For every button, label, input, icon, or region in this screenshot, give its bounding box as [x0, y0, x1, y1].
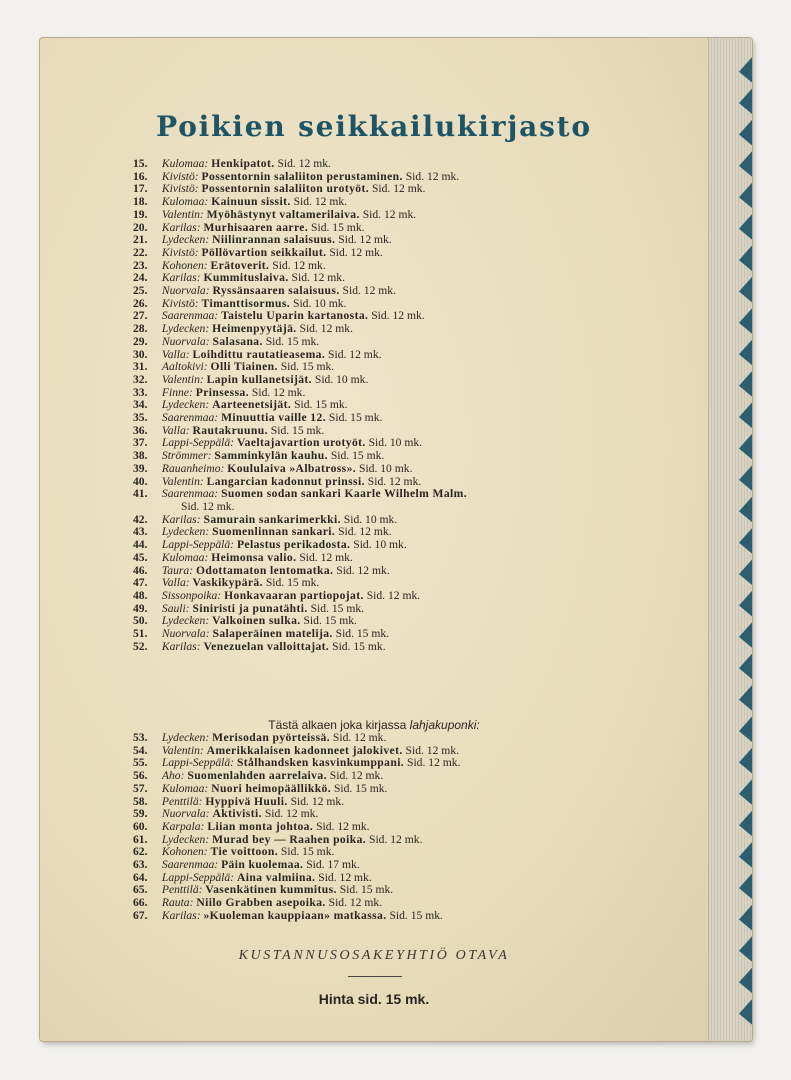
- book-number: 30.: [133, 347, 148, 361]
- book-number: 55.: [133, 756, 148, 770]
- book-author: Kulomaa:: [161, 781, 209, 795]
- book-number: 34.: [133, 398, 148, 412]
- book-title: Aina valmiina.: [236, 870, 316, 884]
- book-number: 21.: [133, 233, 148, 247]
- book-price: Sid. 10 mk.: [368, 436, 423, 450]
- book-number: 37.: [133, 436, 148, 450]
- book-author: Saarenmaa:: [161, 858, 219, 872]
- scallop-tooth: [739, 339, 752, 366]
- book-author: Karpala:: [161, 819, 205, 833]
- book-title: Langarcian kadonnut prinssi.: [206, 474, 365, 488]
- book-title: Kummituslaiva.: [203, 271, 289, 285]
- book-price: Sid. 12 mk.: [328, 896, 383, 910]
- book-title: »Kuoleman kauppiaan» matkassa.: [203, 908, 387, 922]
- book-author: Lappi-Seppälä:: [161, 436, 235, 450]
- book-price: Sid. 15 mk.: [280, 845, 335, 859]
- book-title: Possentornin salaliiton perustaminen.: [201, 169, 403, 183]
- series-title: Poikien seikkailukirjasto: [156, 110, 592, 143]
- scallop-tooth: [739, 370, 752, 397]
- book-number: 33.: [133, 385, 148, 399]
- book-author: Kulomaa:: [161, 195, 209, 209]
- book-number: 26.: [133, 296, 148, 310]
- book-price: Sid. 15 mk.: [328, 411, 383, 425]
- scallop-tooth: [739, 307, 752, 334]
- book-author: Valla:: [161, 347, 190, 361]
- book-list-part-2: [133, 732, 460, 923]
- book-title: Heimonsa valio.: [211, 550, 297, 564]
- book-number: 39.: [133, 461, 148, 475]
- book-price: Sid. 12 mk.: [299, 550, 353, 564]
- book-number: 52.: [133, 639, 148, 653]
- book-author: Kohonen:: [161, 845, 208, 859]
- book-title: Lapin kullanetsijät.: [206, 372, 312, 386]
- book-price: Sid. 12 mk.: [293, 195, 348, 209]
- book-number: 57.: [133, 781, 148, 795]
- book-price: Sid. 12 mk.: [369, 832, 423, 846]
- book-price: Sid. 15 mk.: [333, 781, 388, 795]
- book-author: Lappi-Seppälä:: [161, 756, 235, 770]
- book-author: Sauli:: [161, 601, 190, 615]
- book-price: Sid. 15 mk.: [389, 908, 443, 922]
- book-author: Aho:: [161, 769, 185, 783]
- scallop-edge-decoration: [709, 38, 752, 1041]
- book-author: Valentin:: [161, 372, 204, 386]
- book-author: Strömmer:: [161, 449, 212, 463]
- book-price: Sid. 12 mk.: [405, 743, 460, 757]
- book-number: 53.: [133, 731, 148, 744]
- book-number: 44.: [133, 538, 148, 552]
- book-author: Valla:: [161, 576, 190, 590]
- book-price: Sid. 12 mk.: [272, 258, 326, 272]
- book-title: Nuori heimopäällikkö.: [211, 781, 332, 795]
- book-price: Sid. 15 mk.: [280, 360, 335, 374]
- book-number: 54.: [133, 743, 148, 757]
- book-title: Niilinrannan salaisuus.: [212, 233, 336, 247]
- book-title: Ryssänsaaren salaisuus.: [212, 284, 340, 298]
- book-title: Kainuun sissit.: [211, 195, 291, 209]
- book-price: Sid. 12 mk.: [366, 588, 421, 602]
- book-title: Vasenkätinen kummitus.: [205, 883, 337, 897]
- scallop-tooth: [739, 967, 752, 994]
- coupon-note: [40, 718, 708, 732]
- book-price: Sid. 10 mk.: [314, 372, 369, 386]
- book-author: Kohonen:: [161, 258, 208, 272]
- divider-rule: [348, 976, 402, 977]
- scallop-tooth: [739, 872, 752, 899]
- book-author: Kivistö:: [161, 182, 199, 196]
- book-number: 42.: [133, 512, 148, 526]
- book-price: Sid. 12 mk.: [342, 284, 396, 298]
- book-price: Sid. 12 mk.: [316, 819, 370, 833]
- coupon-note-emphasis: lahjakuponki:: [409, 718, 480, 732]
- book-price: Sid. 15 mk.: [303, 614, 357, 628]
- scallop-tooth: [739, 401, 752, 428]
- book-number: 15.: [133, 157, 148, 170]
- book-title: Erätoverit.: [210, 258, 270, 272]
- book-number: 43.: [133, 525, 148, 539]
- book-price: Sid. 12 mk.: [181, 499, 235, 513]
- book-title: Koululaiva »Albatross».: [227, 461, 357, 475]
- book-number: 60.: [133, 819, 148, 833]
- book-author: Valentin:: [161, 207, 204, 221]
- book-number: 32.: [133, 372, 148, 386]
- scallop-tooth: [739, 810, 752, 837]
- book-price: Sid. 10 mk.: [359, 461, 413, 475]
- book-number: 18.: [133, 195, 148, 209]
- book-price: Sid. 12 mk.: [367, 474, 422, 488]
- book-price: Sid. 12 mk.: [251, 385, 306, 399]
- book-number: 19.: [133, 207, 148, 221]
- book-title: Minuuttia vaille 12.: [221, 411, 327, 425]
- book-title: Possentornin salaliiton urotyöt.: [201, 182, 370, 196]
- book-author: Kulomaa:: [161, 157, 209, 170]
- book-price: Sid. 12 mk.: [407, 756, 461, 770]
- book-number: 24.: [133, 271, 148, 285]
- book-price: Sid. 10 mk.: [353, 538, 407, 552]
- book-author: Lappi-Seppälä:: [161, 538, 235, 552]
- book-title: Vaskikypärä.: [192, 576, 263, 590]
- book-number: 45.: [133, 550, 148, 564]
- scallop-tooth: [739, 496, 752, 523]
- scallop-tooth: [739, 558, 752, 585]
- scallop-tooth: [739, 150, 752, 177]
- scallop-tooth: [739, 935, 752, 962]
- book-author: Lydecken:: [161, 731, 210, 744]
- book-title: Olli Tiainen.: [210, 360, 278, 374]
- book-author: Karilas:: [161, 512, 201, 526]
- book-author: Kivistö:: [161, 169, 199, 183]
- book-number: 46.: [133, 563, 148, 577]
- book-price: Sid. 12 mk.: [329, 245, 383, 259]
- book-author: Nuorvala:: [161, 807, 210, 821]
- book-price: Sid. 15 mk.: [330, 449, 385, 463]
- book-number: 41.: [133, 487, 148, 501]
- scallop-tooth: [739, 904, 752, 931]
- scallop-tooth: [739, 841, 752, 868]
- book-author: Nuorvala:: [161, 334, 210, 348]
- scallop-tooth: [739, 87, 752, 114]
- book-number: 22.: [133, 245, 148, 259]
- book-title: Loihdittu rautatieasema.: [192, 347, 326, 361]
- book-title: Amerikkalaisen kadonneet jalokivet.: [206, 743, 403, 757]
- book-author: Lydecken:: [161, 614, 210, 628]
- book-number: 36.: [133, 423, 148, 437]
- scallop-tooth: [739, 621, 752, 648]
- book-author: Karilas:: [161, 220, 201, 234]
- book-number: 16.: [133, 169, 148, 183]
- book-price: Sid. 10 mk.: [293, 296, 347, 310]
- book-author: Karilas:: [161, 271, 201, 285]
- book-author: Kivistö:: [161, 245, 199, 259]
- book-title: Hyppivä Huuli.: [205, 794, 288, 808]
- book-title: Henkipatot.: [211, 157, 275, 170]
- book-number: 31.: [133, 360, 148, 374]
- book-title: Timanttisormus.: [201, 296, 291, 310]
- book-author: Saarenmaa:: [161, 487, 219, 501]
- book-price: Sid. 15 mk.: [335, 627, 390, 641]
- book-title: Pöllövartion seikkailut.: [201, 245, 327, 259]
- book-price: Sid. 12 mk.: [362, 207, 417, 221]
- scallop-tooth: [739, 244, 752, 271]
- book-author: Nuorvala:: [161, 627, 210, 641]
- scallop-tooth: [739, 653, 752, 680]
- book-price: Sid. 15 mk.: [294, 398, 348, 412]
- book-author: Penttilä:: [161, 794, 203, 808]
- book-author: Saarenmaa:: [161, 411, 219, 425]
- book-author: Lappi-Seppälä:: [161, 870, 235, 884]
- scallop-tooth: [739, 56, 752, 83]
- book-number: 66.: [133, 896, 148, 910]
- book-number: 49.: [133, 601, 148, 615]
- book-number: 51.: [133, 627, 148, 641]
- book-title: Rautakruunu.: [192, 423, 268, 437]
- book-number: 61.: [133, 832, 148, 846]
- book-price: Sid. 12 mk.: [336, 563, 390, 577]
- book-title: Odottamaton lentomatka.: [195, 563, 334, 577]
- book-number: 62.: [133, 845, 148, 859]
- book-price: Sid. 15 mk.: [265, 576, 320, 590]
- scallop-tooth: [739, 213, 752, 240]
- book-title: Honkavaaran partiopojat.: [224, 588, 364, 602]
- spine-binding: [708, 38, 752, 1041]
- book-title: Pelastus perikadosta.: [236, 538, 351, 552]
- book-number: 29.: [133, 334, 148, 348]
- book-author: Aaltokivi:: [161, 360, 208, 374]
- book-title: Samurain sankarimerkki.: [203, 512, 341, 526]
- book-title: Tie voittoon.: [210, 845, 279, 859]
- book-author: Rauanheimo:: [161, 461, 225, 475]
- book-number: 67.: [133, 908, 148, 922]
- book-title: Vaeltajavartion urotyöt.: [236, 436, 366, 450]
- book-number: 28.: [133, 322, 148, 336]
- book-title: Samminkylän kauhu.: [214, 449, 328, 463]
- book-price: Sid. 12 mk.: [299, 322, 353, 336]
- book-number: 63.: [133, 858, 148, 872]
- book-title: Suomenlahden aarrelaiva.: [187, 769, 327, 783]
- book-author: Saarenmaa:: [161, 309, 219, 323]
- book-price: Sid. 12 mk.: [371, 182, 426, 196]
- book-title: Suomenlinnan sankari.: [212, 525, 336, 539]
- book-number: 50.: [133, 614, 148, 628]
- scallop-tooth: [739, 182, 752, 209]
- book-author: Lydecken:: [161, 233, 210, 247]
- book-price: Sid. 12 mk.: [338, 233, 392, 247]
- book-price: Sid. 15 mk.: [310, 601, 365, 615]
- book-title: Murhisaaren aarre.: [203, 220, 309, 234]
- book-price: Sid. 15 mk.: [311, 220, 365, 234]
- book-title: Murad bey — Raahen poika.: [212, 832, 367, 846]
- book-title: Merisodan pyörteissä.: [212, 731, 330, 744]
- coupon-note-text: Tästä alkaen joka kirjassa: [268, 718, 407, 732]
- book-title: Siniristi ja punatähti.: [192, 601, 308, 615]
- scallop-tooth: [739, 778, 752, 805]
- book-number: 17.: [133, 182, 148, 196]
- book-number: 25.: [133, 284, 148, 298]
- book-author: Penttilä:: [161, 883, 203, 897]
- book-title: Niilo Grabben asepoika.: [196, 896, 326, 910]
- book-list-part-1: [133, 158, 467, 653]
- book-title: Valkoinen sulka.: [212, 614, 301, 628]
- book-author: Karilas:: [161, 639, 201, 653]
- book-number: 48.: [133, 588, 148, 602]
- scallop-tooth: [739, 464, 752, 491]
- scallop-tooth: [739, 684, 752, 711]
- book-price: Sid. 12 mk.: [332, 731, 387, 744]
- book-entry: [133, 641, 467, 654]
- book-title: Taistelu Uparin kartanosta.: [221, 309, 369, 323]
- book-author: Rauta:: [161, 896, 194, 910]
- book-author: Kivistö:: [161, 296, 199, 310]
- book-price: Sid. 12 mk.: [318, 870, 372, 884]
- scallop-tooth: [739, 998, 752, 1025]
- scallop-tooth: [739, 747, 752, 774]
- book-number: 23.: [133, 258, 148, 272]
- book-number: 20.: [133, 220, 148, 234]
- book-price: Sid. 12 mk.: [329, 769, 384, 783]
- book-author: Sissonpoika:: [161, 588, 222, 602]
- book-author: Lydecken:: [161, 322, 210, 336]
- book-number: 27.: [133, 309, 148, 323]
- book-price: Sid. 10 mk.: [343, 512, 398, 526]
- scallop-tooth: [739, 715, 752, 742]
- book-price: Sid. 12 mk.: [264, 807, 319, 821]
- book-title: Salaperäinen matelija.: [212, 627, 333, 641]
- scallop-tooth: [739, 276, 752, 303]
- book-price: Sid. 15 mk.: [339, 883, 394, 897]
- book-number: 47.: [133, 576, 148, 590]
- scallop-tooth: [739, 590, 752, 617]
- book-author: Nuorvala:: [161, 284, 210, 298]
- scallop-tooth: [739, 119, 752, 146]
- book-price: Sid. 12 mk.: [405, 169, 460, 183]
- book-number: 38.: [133, 449, 148, 463]
- book-title: Päin kuolemaa.: [221, 858, 304, 872]
- book-title: Suomen sodan sankari Kaarle Wilhelm Malm.: [221, 487, 467, 501]
- book-title: Salasana.: [212, 334, 263, 348]
- book-author: Valentin:: [161, 743, 204, 757]
- book-back-cover: [40, 38, 752, 1041]
- book-author: Lydecken:: [161, 525, 210, 539]
- book-title: Aarteenetsijät.: [212, 398, 292, 412]
- book-price: Sid. 12 mk.: [290, 794, 345, 808]
- book-title: Myöhästynyt valtamerilaiva.: [206, 207, 360, 221]
- cover-page: [40, 38, 708, 1041]
- scallop-tooth: [739, 527, 752, 554]
- book-price: Sid. 15 mk.: [265, 334, 320, 348]
- book-author: Kulomaa:: [161, 550, 209, 564]
- scallop-tooth: [739, 433, 752, 460]
- book-author: Taura:: [161, 563, 194, 577]
- book-price: Sid. 12 mk.: [328, 347, 382, 361]
- book-author: Valla:: [161, 423, 190, 437]
- book-author: Lydecken:: [161, 832, 210, 846]
- book-number: 64.: [133, 870, 148, 884]
- book-title: Aktivisti.: [212, 807, 262, 821]
- book-author: Karilas:: [161, 908, 201, 922]
- book-price: Sid. 12 mk.: [338, 525, 392, 539]
- book-title: Liian monta johtoa.: [207, 819, 314, 833]
- book-number: 56.: [133, 769, 148, 783]
- book-number: 35.: [133, 411, 148, 425]
- book-title: Prinsessa.: [195, 385, 249, 399]
- book-price: Sid. 15 mk.: [270, 423, 325, 437]
- book-number: 59.: [133, 807, 148, 821]
- book-author: Lydecken:: [161, 398, 210, 412]
- book-price: Sid. 12 mk.: [371, 309, 425, 323]
- book-price: Sid. 12 mk.: [291, 271, 345, 285]
- book-number: 40.: [133, 474, 148, 488]
- book-price: Sid. 15 mk.: [332, 639, 386, 653]
- price-label: Hinta sid. 15 mk.: [318, 991, 430, 1007]
- book-author: Finne:: [161, 385, 193, 399]
- book-price: Sid. 17 mk.: [306, 858, 360, 872]
- publisher-name: KUSTANNUSOSAKEYHTIÖ OTAVA: [238, 948, 510, 963]
- book-author: Valentin:: [161, 474, 204, 488]
- book-number: 65.: [133, 883, 148, 897]
- book-entry: [133, 910, 460, 923]
- book-title: Stålhandsken kasvinkumppani.: [236, 756, 405, 770]
- book-number: 58.: [133, 794, 148, 808]
- book-title: Venezuelan valloittajat.: [203, 639, 330, 653]
- book-price: Sid. 12 mk.: [277, 157, 331, 170]
- book-title: Heimenpyytäjä.: [212, 322, 297, 336]
